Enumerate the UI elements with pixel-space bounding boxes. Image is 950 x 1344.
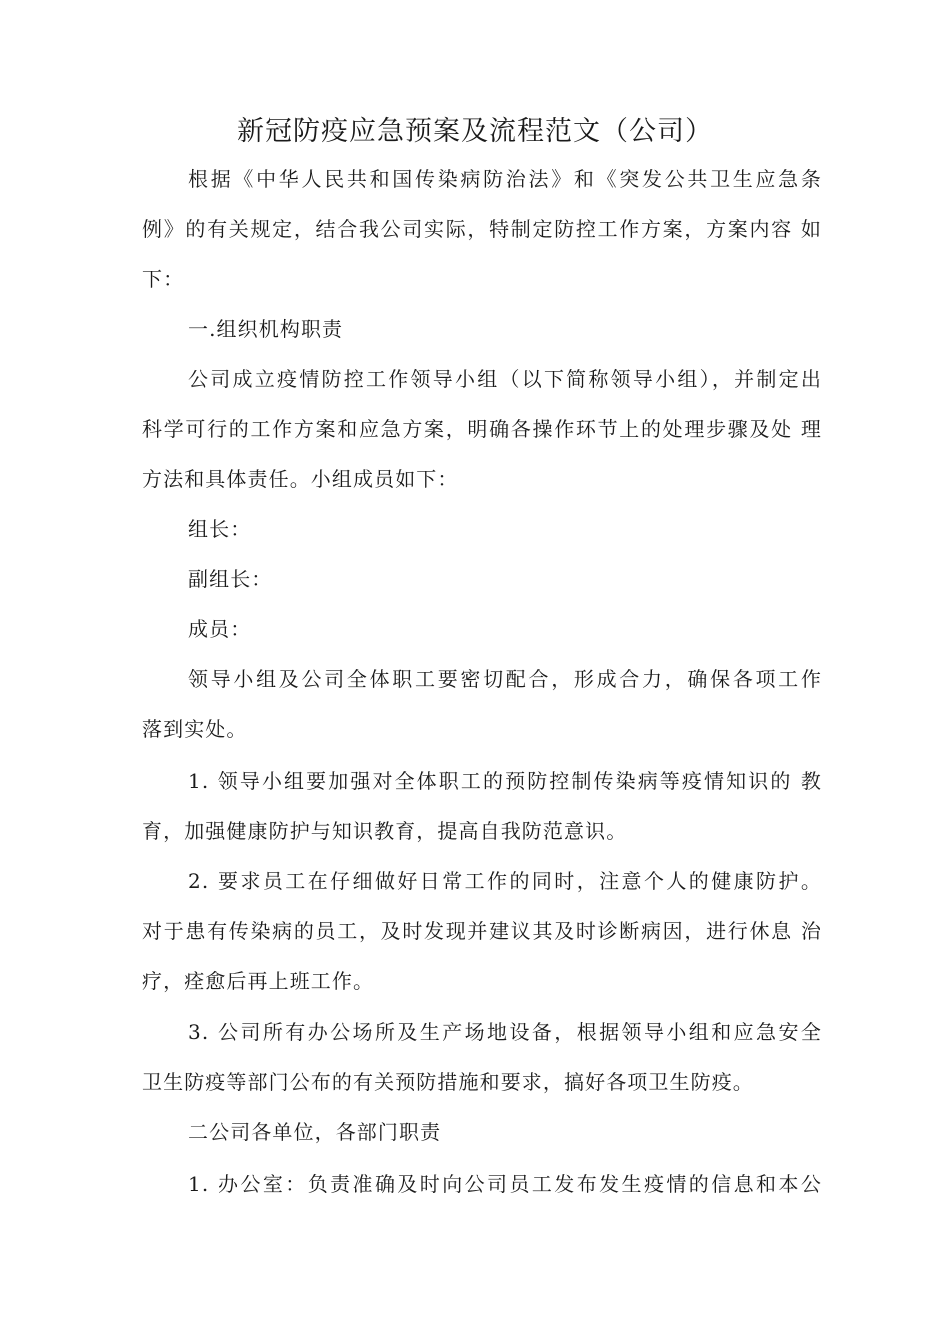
paragraph-intro-line-2: 例》的有关规定，结合我公司实际，特制定防控工作方案，方案内容 如 <box>142 217 822 241</box>
leader-label: 组长： <box>188 517 252 541</box>
document-title: 新冠防疫应急预案及流程范文（公司） <box>237 116 713 147</box>
item-2-line-3: 疗，痊愈后再上班工作。 <box>142 969 375 993</box>
item-2-line-2: 对于患有传染病的员工，及时发现并建议其及时诊断病因，进行休息 治 <box>142 919 822 943</box>
office-duty-line-1: 1. 办公室：负责准确及时向公司员工发布发生疫情的信息和本公 <box>188 1172 822 1196</box>
item-1-line-1: 1. 领导小组要加强对全体职工的预防控制传染病等疫情知识的 教 <box>188 769 822 793</box>
item-3-line-1: 3. 公司所有办公场所及生产场地设备，根据领导小组和应急安全 <box>188 1020 822 1044</box>
members-label: 成员： <box>188 617 252 641</box>
paragraph-org-line-1: 公司成立疫情防控工作领导小组（以下简称领导小组），并制定出 <box>188 367 822 391</box>
section-heading-2: 二公司各单位，各部门职责 <box>188 1120 442 1144</box>
paragraph-org-line-3: 方法和具体责任。小组成员如下： <box>142 467 459 491</box>
section-heading-1: 一.组织机构职责 <box>188 317 344 341</box>
item-3-line-2: 卫生防疫等部门公布的有关预防措施和要求，搞好各项卫生防疫。 <box>142 1070 754 1094</box>
item-1-line-2: 育，加强健康防护与知识教育，提高自我防范意识。 <box>142 819 628 843</box>
paragraph-cooperate-line-1: 领导小组及公司全体职工要密切配合，形成合力，确保各项工作 <box>188 667 822 691</box>
paragraph-cooperate-line-2: 落到实处。 <box>142 717 248 741</box>
paragraph-intro-line-3: 下： <box>142 267 185 291</box>
deputy-leader-label: 副组长： <box>188 567 273 591</box>
item-2-line-1: 2. 要求员工在仔细做好日常工作的同时，注意个人的健康防护。 <box>188 869 822 893</box>
paragraph-org-line-2: 科学可行的工作方案和应急方案，明确各操作环节上的处理步骤及处 理 <box>142 417 822 441</box>
paragraph-intro-line-1: 根据《中华人民共和国传染病防治法》和《突发公共卫生应急条 <box>188 167 822 191</box>
